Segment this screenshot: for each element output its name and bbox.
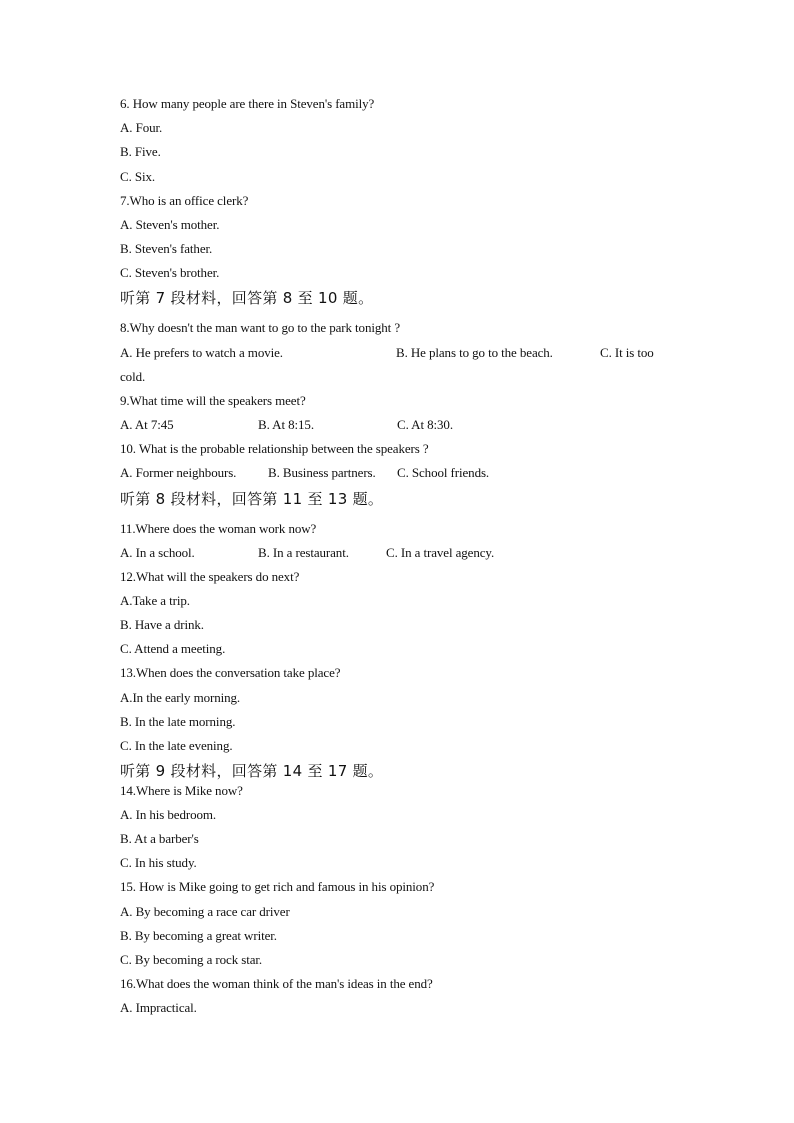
question-7-option-b: B. Steven's father.	[120, 241, 213, 256]
question-7-option-a: A. Steven's mother.	[120, 217, 220, 232]
question-8-option-c-continued: cold.	[120, 369, 146, 384]
question-12-option-a: A.Take a trip.	[120, 593, 190, 608]
question-11-option-b: B. In a restaurant.	[258, 545, 349, 560]
question-10-stem: 10. What is the probable relationship between the speakers ?	[120, 441, 429, 456]
question-14-option-a: A. In his bedroom.	[120, 807, 217, 822]
question-6-option-b: B. Five.	[120, 144, 161, 159]
question-9-option-a: A. At 7:45	[120, 417, 174, 432]
question-9-option-c: C. At 8:30.	[397, 417, 453, 432]
question-6-option-c: C. Six.	[120, 169, 156, 184]
question-14-option-b: B. At a barber's	[120, 831, 199, 846]
question-8-option-a: A. He prefers to watch a movie.	[120, 345, 283, 360]
question-8-stem: 8.Why doesn't the man want to go to the park tonight ?	[120, 320, 400, 335]
question-13-option-a: A.In the early morning.	[120, 690, 241, 705]
question-9-stem: 9.What time will the speakers meet?	[120, 393, 306, 408]
question-14-option-c: C. In his study.	[120, 855, 197, 870]
section-7-heading: 听第 7 段材料，回答第 8 至 10 题。	[120, 289, 374, 307]
section-9-heading: 听第 9 段材料，回答第 14 至 17 题。	[120, 762, 384, 780]
question-10-option-c: C. School friends.	[397, 465, 490, 480]
question-13-option-c: C. In the late evening.	[120, 738, 233, 753]
question-10-option-a: A. Former neighbours.	[120, 465, 237, 480]
question-15-option-b: B. By becoming a great writer.	[120, 928, 277, 943]
question-13-option-b: B. In the late morning.	[120, 714, 236, 729]
section-8-heading: 听第 8 段材料，回答第 11 至 13 题。	[120, 490, 384, 508]
question-7-stem: 7.Who is an office clerk?	[120, 193, 249, 208]
question-8-option-c: C. It is too	[600, 345, 654, 360]
question-8-option-b: B. He plans to go to the beach.	[396, 345, 553, 360]
question-14-stem: 14.Where is Mike now?	[120, 783, 243, 798]
question-9-option-b: B. At 8:15.	[258, 417, 314, 432]
question-15-stem: 15. How is Mike going to get rich and famous in his opinion?	[120, 879, 435, 894]
question-16-option-a: A. Impractical.	[120, 1000, 197, 1015]
question-11-option-c: C. In a travel agency.	[386, 545, 495, 560]
question-15-option-c: C. By becoming a rock star.	[120, 952, 263, 967]
question-10-option-b: B. Business partners.	[268, 465, 376, 480]
question-12-option-b: B. Have a drink.	[120, 617, 204, 632]
question-13-stem: 13.When does the conversation take place?	[120, 665, 341, 680]
question-16-stem: 16.What does the woman think of the man's ideas in the end?	[120, 976, 433, 991]
question-6-option-a: A. Four.	[120, 120, 163, 135]
question-11-option-a: A. In a school.	[120, 545, 195, 560]
question-6-stem: 6. How many people are there in Steven's family?	[120, 96, 375, 111]
question-15-option-a: A. By becoming a race car driver	[120, 904, 290, 919]
question-11-stem: 11.Where does the woman work now?	[120, 521, 317, 536]
question-12-stem: 12.What will the speakers do next?	[120, 569, 300, 584]
question-7-option-c: C. Steven's brother.	[120, 265, 220, 280]
question-12-option-c: C. Attend a meeting.	[120, 641, 226, 656]
